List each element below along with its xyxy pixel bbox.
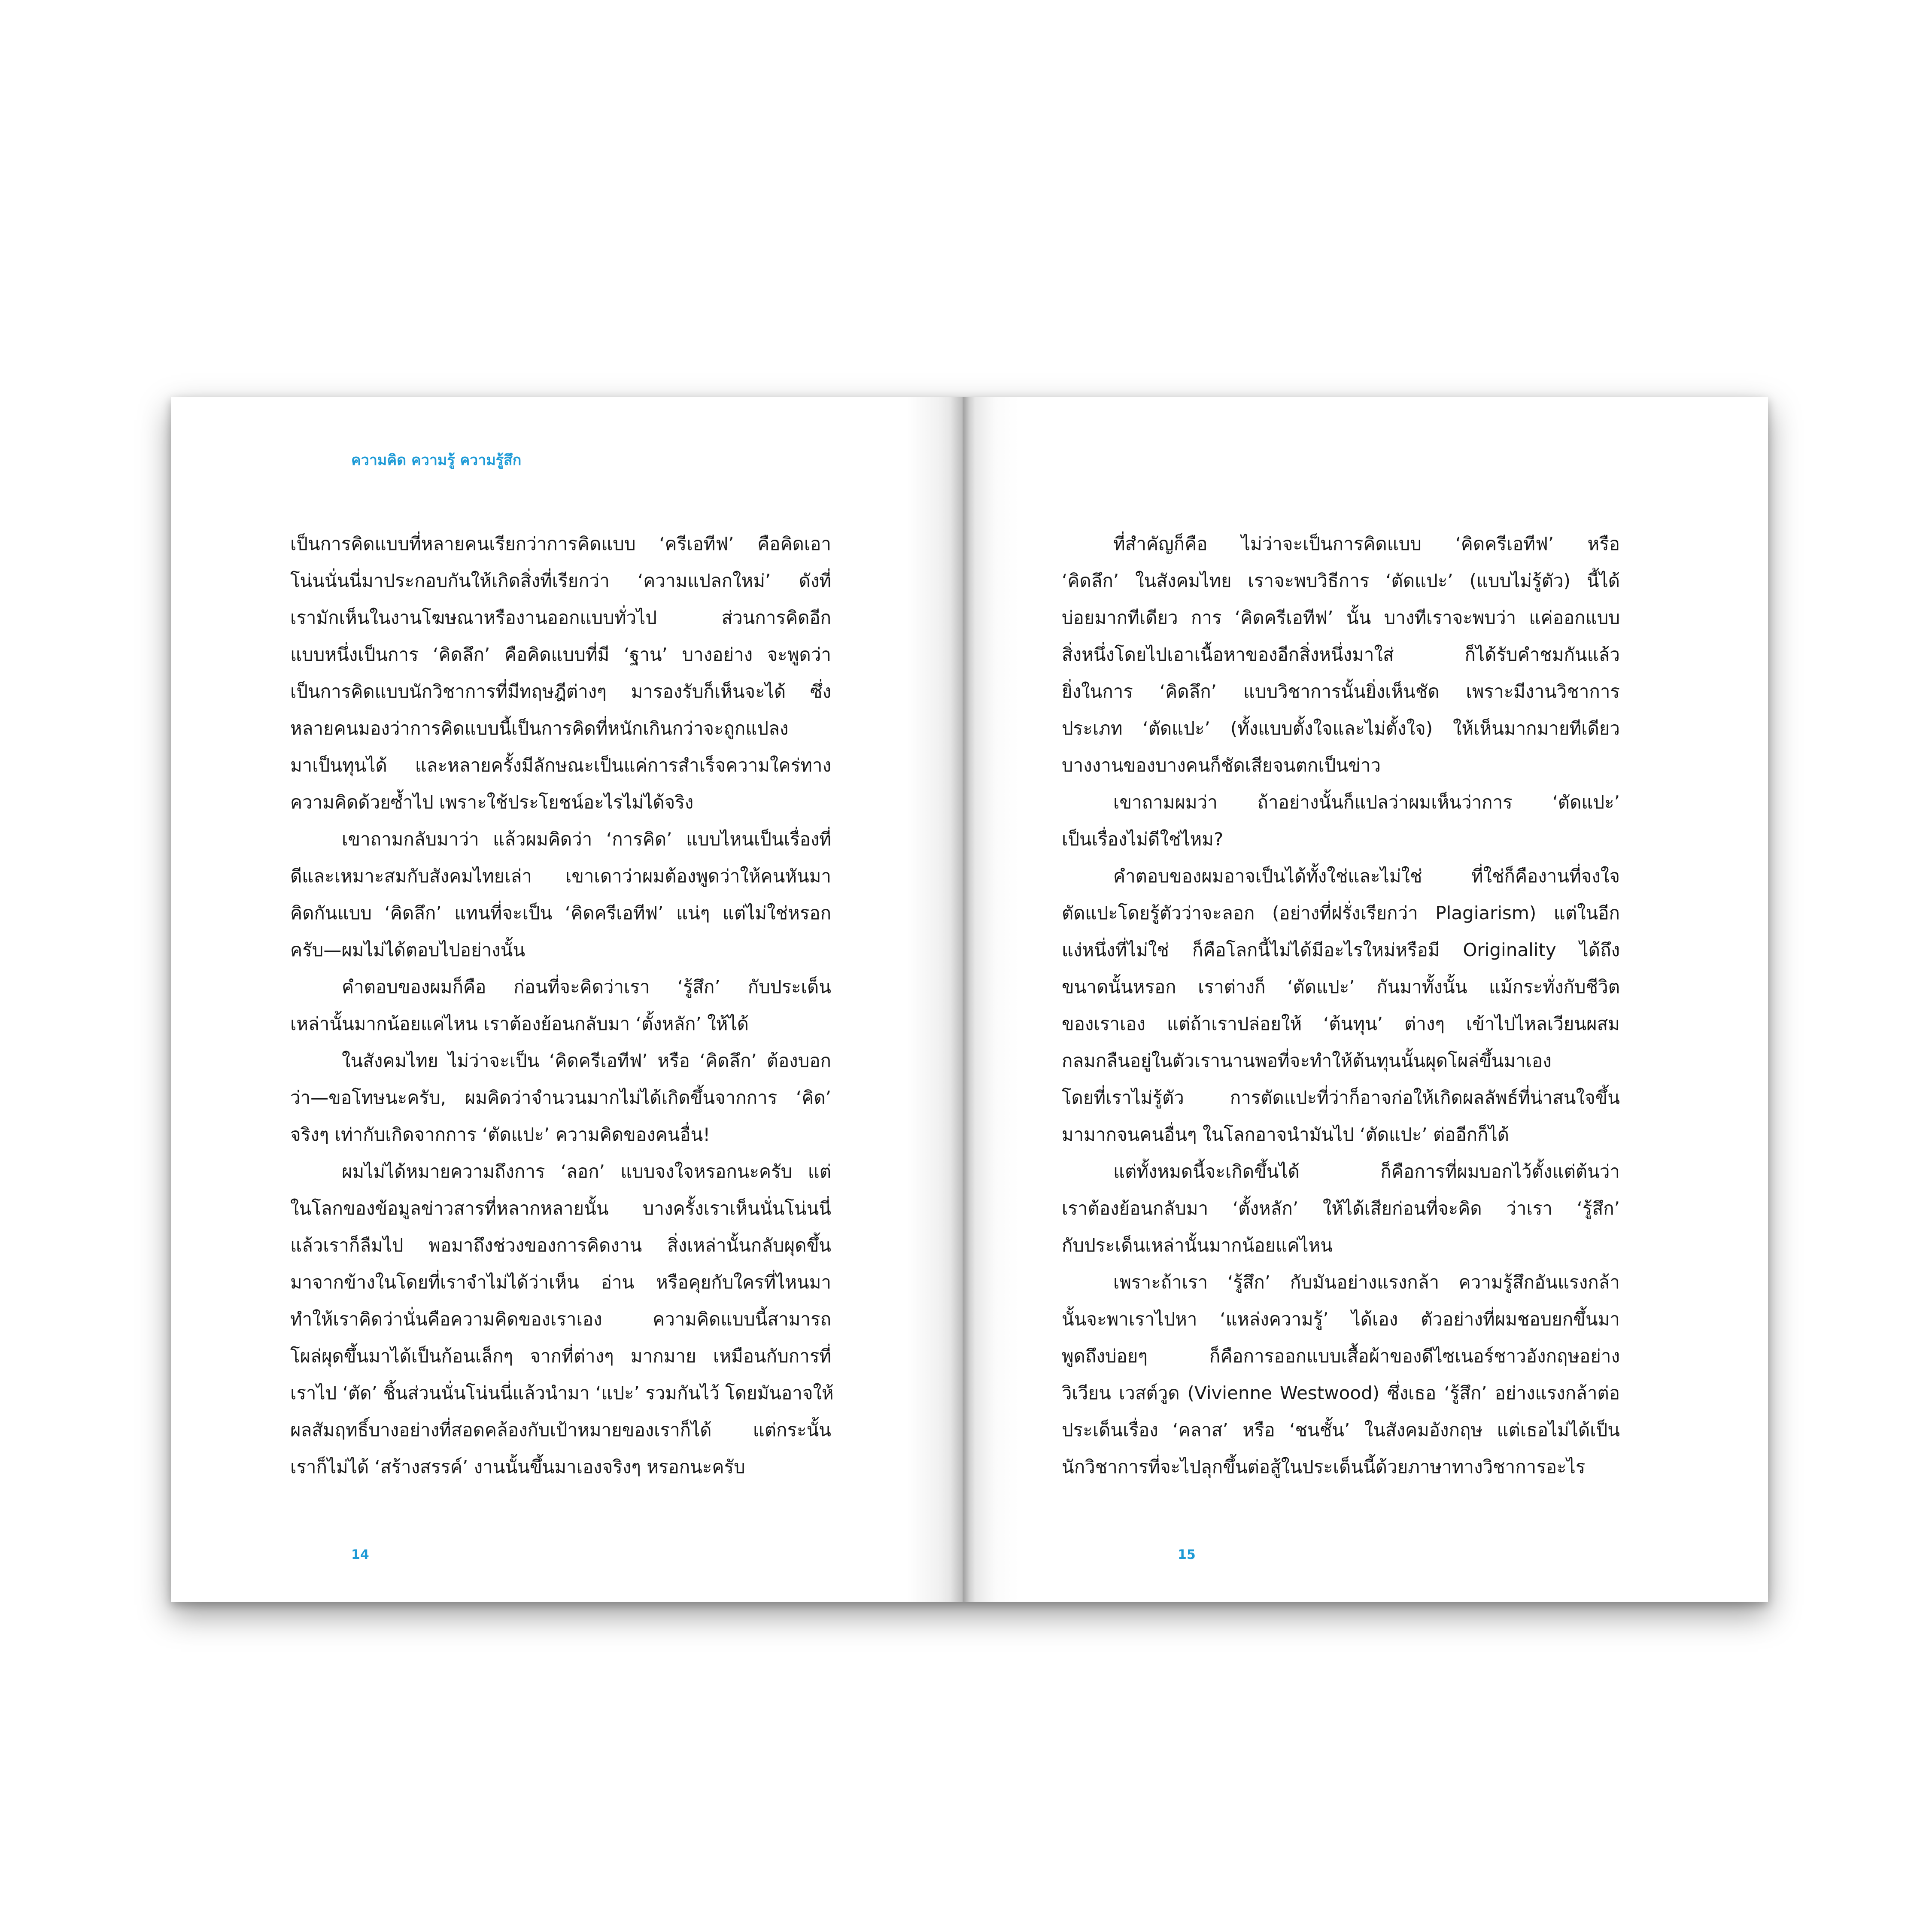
text-line: มาเป็นทุนได้ และหลายครั้งมีลักษณะเป็นแค่การสำเร็จความใคร่ทาง	[290, 755, 831, 776]
text-line: ขนาดนั้นหรอก เราต่างก็ ‘ตัดแปะ’ กันมาทั้งนั้น แม้กระทั่งกับชีวิต	[1062, 976, 1620, 997]
text-line: เราต้องย้อนกลับมา ‘ตั้งหลัก’ ให้ได้เสียก่อนที่จะคิด ว่าเรา ‘รู้สึก’	[1062, 1198, 1620, 1219]
text-line: คำตอบของผมอาจเป็นได้ทั้งใช่และไม่ใช่ ที่ใช่ก็คืองานที่จงใจ	[1113, 866, 1620, 887]
text-line: มาจากข้างในโดยที่เราจำไม่ได้ว่าเห็น อ่าน หรือคุยกับใครที่ไหนมา	[290, 1272, 831, 1293]
text-line: โผล่ผุดขึ้นมาได้เป็นก้อนเล็กๆ จากที่ต่างๆ มากมาย เหมือนกับการที่	[290, 1346, 831, 1367]
text-line: เพราะถ้าเรา ‘รู้สึก’ กับมันอย่างแรงกล้า ความรู้สึกอันแรงกล้า	[1113, 1272, 1620, 1293]
text-line: แล้วเราก็ลืมไป พอมาถึงช่วงของการคิดงาน สิ่งเหล่านั้นกลับผุดขึ้น	[290, 1235, 831, 1256]
text-line: ทำให้เราคิดว่านั่นคือความคิดของเราเอง ความคิดแบบนี้สามารถ	[290, 1309, 831, 1330]
text-line: คิดกันแบบ ‘คิดลึก’ แทนที่จะเป็น ‘คิดครีเอทีฟ’ แน่ๆ แต่ไม่ใช่หรอก	[290, 902, 831, 923]
open-book-spread	[171, 397, 1768, 1602]
text-line: นักวิชาการที่จะไปลุกขึ้นต่อสู้ในประเด็นนี้ด้วยภาษาทางวิชาการอะไร	[1062, 1456, 1586, 1477]
text-line: ครับ—ผมไม่ได้ตอบไปอย่างนั้น	[290, 939, 526, 960]
text-line: ผลสัมฤทธิ์บางอย่างที่สอดคล้องกับเป้าหมายของเราก็ได้ แต่กระนั้น	[290, 1419, 831, 1440]
text-line: ในโลกของข้อมูลข่าวสารที่หลากหลายนั้น บางครั้งเราเห็นนั่นโน่นนี่	[290, 1198, 831, 1219]
text-line: แง่หนึ่งที่ไม่ใช่ ก็คือโลกนี้ไม่ได้มีอะไรใหม่หรือมี Originality ได้ถึง	[1062, 939, 1620, 960]
text-line: มามากจนคนอื่นๆ ในโลกอาจนำมันไป ‘ตัดแปะ’ ต่ออีกก็ได้	[1062, 1124, 1510, 1145]
left-page-body	[290, 526, 834, 1485]
text-line: กลมกลืนอยู่ในตัวเรานานพอที่จะทำให้ต้นทุนนั้นผุดโผล่ขึ้นมาเอง	[1062, 1050, 1552, 1071]
text-line: เรามักเห็นในงานโฆษณาหรืองานออกแบบทั่วไป ส่วนการคิดอีก	[290, 607, 831, 628]
text-line: ประเภท ‘ตัดแปะ’ (ทั้งแบบตั้งใจและไม่ตั้งใจ) ให้เห็นมากมายทีเดียว	[1062, 718, 1620, 739]
text-line: ดีและเหมาะสมกับสังคมไทยเล่า เขาเดาว่าผมต้องพูดว่าให้คนหันมา	[290, 866, 831, 887]
page-number: 15	[1178, 1547, 1196, 1562]
text-line: ประเด็นเรื่อง ‘คลาส’ หรือ ‘ชนชั้น’ ในสังคมอังกฤษ แต่เธอไม่ได้เป็น	[1062, 1419, 1620, 1440]
text-line: หลายคนมองว่าการคิดแบบนี้เป็นการคิดที่หนักเกินกว่าจะถูกแปลง	[290, 718, 789, 739]
text-line: ในสังคมไทย ไม่ว่าจะเป็น ‘คิดครีเอทีฟ’ หรือ ‘คิดลึก’ ต้องบอก	[342, 1050, 831, 1071]
text-line: เราก็ไม่ได้ ‘สร้างสรรค์’ งานนั้นขึ้นมาเองจริงๆ หรอกนะครับ	[290, 1456, 745, 1477]
text-line: เหล่านั้นมากน้อยแค่ไหน เราต้องย้อนกลับมา ‘ตั้งหลัก’ ให้ได้	[290, 1013, 749, 1034]
text-line: ที่สำคัญก็คือ ไม่ว่าจะเป็นการคิดแบบ ‘คิดครีเอทีฟ’ หรือ	[1113, 533, 1620, 554]
right-page	[963, 397, 1768, 1602]
text-line: คำตอบของผมก็คือ ก่อนที่จะคิดว่าเรา ‘รู้สึก’ กับประเด็น	[342, 976, 831, 997]
text-line: ความคิดด้วยซ้ำไป เพราะใช้ประโยชน์อะไรไม่ได้จริง	[290, 792, 694, 813]
page-number: 14	[351, 1547, 369, 1562]
text-line: โดยที่เราไม่รู้ตัว การตัดแปะที่ว่าก็อาจก่อให้เกิดผลลัพธ์ที่น่าสนใจขึ้น	[1062, 1087, 1620, 1108]
text-line: วิเวียน เวสต์วูด (Vivienne Westwood) ซึ่งเธอ ‘รู้สึก’ อย่างแรงกล้าต่อ	[1062, 1382, 1620, 1403]
text-line: ตัดแปะโดยรู้ตัวว่าจะลอก (อย่างที่ฝรั่งเรียกว่า Plagiarism) แต่ในอีก	[1062, 902, 1620, 923]
left-page	[171, 397, 963, 1602]
text-line: บางงานของบางคนก็ชัดเสียจนตกเป็นข่าว	[1062, 755, 1381, 776]
text-line: ของเราเอง แต่ถ้าเราปล่อยให้ ‘ต้นทุน’ ต่างๆ เข้าไปไหลเวียนผสม	[1062, 1013, 1620, 1034]
text-line: เป็นการคิดแบบนักวิชาการที่มีทฤษฎีต่างๆ มารองรับก็เห็นจะได้ ซึ่ง	[290, 681, 831, 702]
text-line: ว่า—ขอโทษนะครับ, ผมคิดว่าจำนวนมากไม่ได้เกิดขึ้นจากการ ‘คิด’	[290, 1087, 831, 1108]
text-line: เป็นการคิดแบบที่หลายคนเรียกว่าการคิดแบบ ‘ครีเอทีฟ’ คือคิดเอา	[290, 533, 831, 554]
text-line: สิ่งหนึ่งโดยไปเอาเนื้อหาของอีกสิ่งหนึ่งมาใส่ ก็ได้รับคำชมกันแล้ว	[1062, 644, 1620, 665]
text-line: บ่อยมากทีเดียว การ ‘คิดครีเอทีฟ’ นั้น บางทีเราจะพบว่า แค่ออกแบบ	[1062, 607, 1620, 628]
text-line: กับประเด็นเหล่านั้นมากน้อยแค่ไหน	[1062, 1235, 1333, 1256]
text-line: โน่นนั่นนี่มาประกอบกันให้เกิดสิ่งที่เรียกว่า ‘ความแปลกใหม่’ ดังที่	[290, 570, 831, 591]
text-line: ยิ่งในการ ‘คิดลึก’ แบบวิชาการนั้นยิ่งเห็นชัด เพราะมีงานวิชาการ	[1062, 681, 1620, 702]
text-line: แบบหนึ่งเป็นการ ‘คิดลึก’ คือคิดแบบที่มี ‘ฐาน’ บางอย่าง จะพูดว่า	[290, 644, 831, 665]
text-line: ‘คิดลึก’ ในสังคมไทย เราจะพบวิธีการ ‘ตัดแปะ’ (แบบไม่รู้ตัว) นี้ได้	[1062, 570, 1620, 591]
text-line: เขาถามผมว่า ถ้าอย่างนั้นก็แปลว่าผมเห็นว่าการ ‘ตัดแปะ’	[1113, 792, 1620, 813]
text-line: จริงๆ เท่ากับเกิดจากการ ‘ตัดแปะ’ ความคิดของคนอื่น!	[290, 1124, 711, 1145]
text-line: แต่ทั้งหมดนี้จะเกิดขึ้นได้ ก็คือการที่ผมบอกไว้ตั้งแต่ต้นว่า	[1113, 1161, 1620, 1182]
text-line: นั้นจะพาเราไปหา ‘แหล่งความรู้’ ได้เอง ตัวอย่างที่ผมชอบยกขึ้นมา	[1062, 1309, 1620, 1330]
text-line: เป็นเรื่องไม่ดีใช่ไหม?	[1062, 829, 1224, 850]
text-line: เขาถามกลับมาว่า แล้วผมคิดว่า ‘การคิด’ แบบไหนเป็นเรื่องที่	[342, 829, 831, 850]
text-line: พูดถึงบ่อยๆ ก็คือการออกแบบเสื้อผ้าของดีไซเนอร์ชาวอังกฤษอย่าง	[1062, 1346, 1620, 1367]
text-line: เราไป ‘ตัด’ ชิ้นส่วนนั่นโน่นนี่แล้วนำมา ‘แปะ’ รวมกันไว้ โดยมันอาจให้	[290, 1382, 834, 1403]
running-head: ความคิด ความรู้ ความรู้สึก	[351, 452, 522, 469]
text-line: ผมไม่ได้หมายความถึงการ ‘ลอก’ แบบจงใจหรอกนะครับ แต่	[342, 1161, 831, 1182]
right-page-body	[1062, 526, 1620, 1485]
book-gutter-shadow	[950, 397, 976, 1602]
